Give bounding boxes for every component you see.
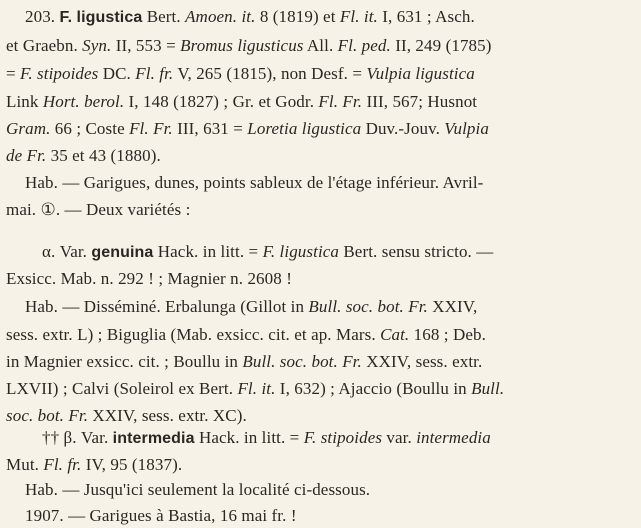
text-run: DC. [98,64,136,83]
text-run: I, 631 ; Asch. [377,7,475,26]
habitat-line [6,379,504,399]
italic-run: F. stipoides [303,428,383,447]
italic-run: Gram. [6,119,51,138]
variety-name: intermedia [112,430,195,447]
italic-run: Fl. fr. [43,455,82,474]
habitat-line: Hab. — Jusqu'ici seulement la localité ci-dessous. [25,480,371,499]
variety-line-rest [195,428,491,447]
variety-marker: α. Var. [42,242,88,261]
citation-line [6,455,182,475]
text-run: = [6,64,21,83]
italic-run: Cat. [380,325,410,344]
italic-run: F. ligustica [262,242,340,261]
record-line: 1907. — Garigues à Bastia, 16 mai fr. ! [25,506,297,525]
italic-run: Fl. it. [237,379,276,398]
italic-run: de Fr. [6,146,47,165]
text-run: et Graebn. [6,36,83,55]
text-run: Hack. in litt. = [153,242,263,261]
italic-run: F. stipoides [20,64,99,83]
italic-run: Syn. [82,36,112,55]
italic-run: Bull. soc. bot. Fr. [308,297,428,316]
text-run: XXIV, sess. extr. [361,352,483,371]
variety-marker: †† β. Var. [42,428,109,447]
italic-run: Fl. ped. [337,36,391,55]
text-run: III, 567; Husnot [362,92,478,111]
italic-run: Bull. soc. bot. Fr. [242,352,362,371]
italic-run: Vulpia ligustica [366,64,475,83]
text-run: 8 (1819) et [255,7,340,26]
habitat-line [6,325,486,345]
italic-run: Loretia ligustica [247,119,362,138]
text-run: I, 632) ; Ajaccio (Boullu in [275,379,472,398]
italic-run: Hort. berol. [42,92,125,111]
text-run: V, 265 (1815), non Desf. = [173,64,367,83]
italic-run: Amoen. it. [185,7,256,26]
species-name: ligustica [76,9,143,26]
text-run: IV, 95 (1837). [81,455,183,474]
text-run: All. [303,36,338,55]
text-run: II, 249 (1785) [390,36,492,55]
entry-line [6,119,489,139]
text-run: III, 631 = [172,119,248,138]
variety-alpha-line [42,242,493,263]
text-run: Bert. sensu stricto. — [339,242,494,261]
text-run: Mut. [6,455,44,474]
entry-header-line [25,7,475,28]
genus-abbreviation: F. [59,9,73,26]
text-run: Link [6,92,43,111]
variety-beta-line [42,428,491,449]
text-run: 66 ; Coste [50,119,130,138]
entry-line [6,92,477,112]
entry-line-1-rest [147,7,475,26]
text-run: 35 et 43 (1880). [46,146,161,165]
habitat-line [25,297,477,317]
text-run: II, 553 = [111,36,181,55]
text-run: Bert. [146,7,186,26]
exsiccata-line: Exsicc. Mab. n. 292 ! ; Magnier n. 2608 ! [6,269,292,288]
text-run: sess. extr. L) ; Biguglia (Mab. exsicc. cit. et ap. Mars. [6,325,381,344]
habitat-line [6,406,247,426]
text-run: Hack. in litt. = [194,428,304,447]
variety-name: genuina [91,244,154,261]
text-run: in Magnier exsicc. cit. ; Boullu in [6,352,243,371]
italic-run: Fl. fr. [135,64,174,83]
text-run: var. [382,428,417,447]
text-run: LXVII) ; Calvi (Soleirol ex Bert. [6,379,238,398]
entry-line [6,64,475,84]
entry-line [6,146,161,166]
italic-run: Fl. Fr. [129,119,173,138]
italic-run: Vulpia [444,119,489,138]
text-run: Duv.-Jouv. [361,119,445,138]
italic-run: soc. bot. Fr. [6,406,89,425]
text-run: XXIV, [427,297,478,316]
italic-run: intermedia [416,428,491,447]
text-run: 168 ; Deb. [409,325,486,344]
text-run: XXIV, sess. extr. XC). [88,406,247,425]
italic-run: Fl. Fr. [318,92,363,111]
italic-run: Bull. [471,379,505,398]
entry-line [6,36,492,56]
italic-run: Fl. it. [339,7,378,26]
entry-number: 203. [25,7,56,26]
text-run: I, 148 (1827) ; Gr. et Godr. [124,92,319,111]
variety-line-rest [153,242,493,261]
habitat-line: Hab. — Garigues, dunes, points sableux de l'étage inférieur. Avril- [25,173,484,192]
habitat-line: mai. ①. — Deux variétés : [6,200,191,219]
habitat-line [6,352,482,372]
italic-run: Bromus ligusticus [180,36,304,55]
text-run: Hab. — Disséminé. Erbalunga (Gillot in [25,297,309,316]
